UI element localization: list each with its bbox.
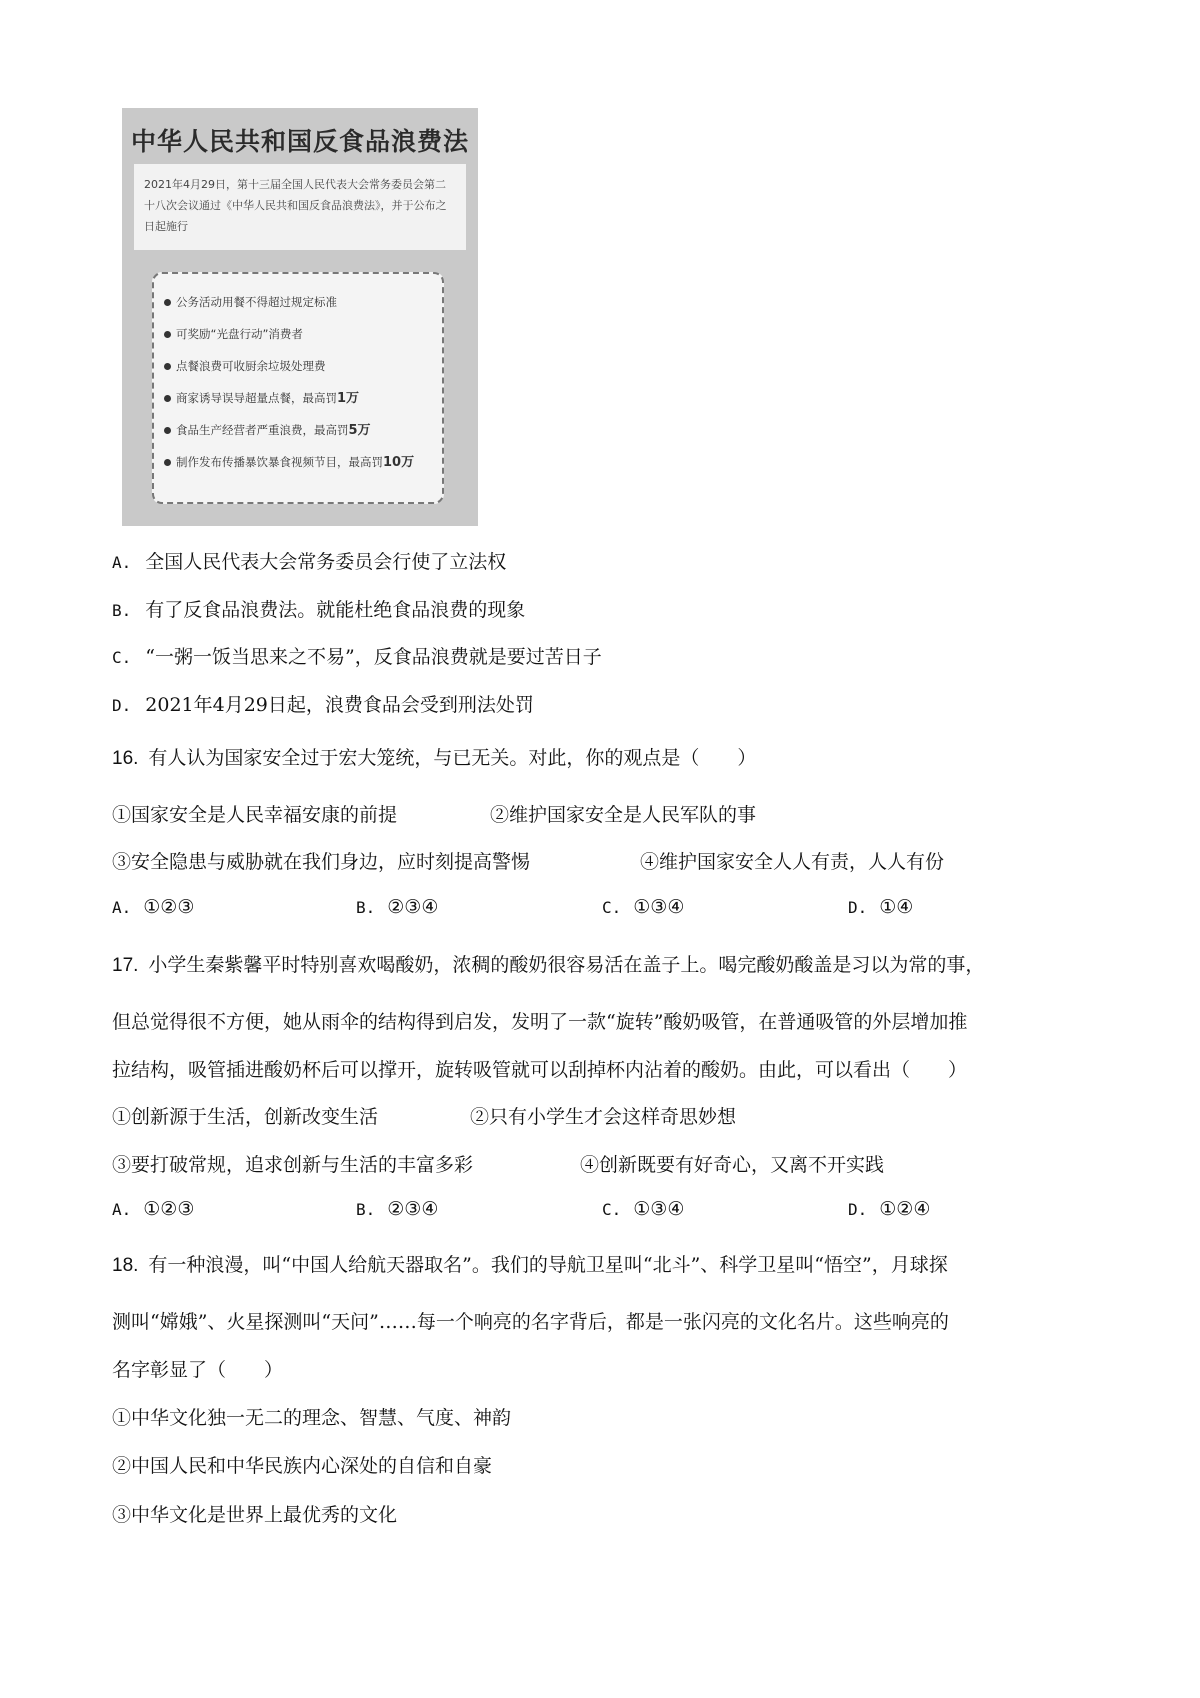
q16-item-3: ③安全隐患与威胁就在我们身边，应时刻提高警惕 [112, 851, 531, 873]
q17-item-2: ②只有小学生才会这样奇思妙想 [470, 1106, 737, 1128]
q17-stem-line: 但总觉得很不方便，她从雨伞的结构得到启发，发明了一款“旋转”酸奶吸管，在普通吸管的外层增加推 [112, 1011, 968, 1033]
poster-rule: 可奖励“光盘行动”消费者 [164, 318, 434, 350]
bullet-icon [164, 331, 171, 338]
q16-choice-d: D. ①④ [848, 896, 914, 918]
q17-choice-c: C. ①③④ [602, 1198, 685, 1220]
poster-intro: 2021年4月29日，第十三届全国人民代表大会常务委员会第二十八次会议通过《中华人民共和国反食品浪费法》，并于公布之日起施行 [134, 164, 466, 250]
poster-title: 中华人民共和国反食品浪费法 [130, 127, 469, 156]
poster-rule: 制作发布传播暴饮暴食视频节目，最高罚10万 [164, 446, 434, 478]
q18-item-2: ②中国人民和中华民族内心深处的自信和自豪 [112, 1455, 493, 1477]
q15-option-a: A. 全国人民代表大会常务委员会行使了立法权 [112, 551, 507, 573]
q16-item-2: ②维护国家安全是人民军队的事 [490, 804, 757, 826]
q18-item-3: ③中华文化是世界上最优秀的文化 [112, 1504, 398, 1526]
q16-choice-a: A. ①②③ [112, 896, 195, 918]
poster-rule: 点餐浪费可收厨余垃圾处理费 [164, 350, 434, 382]
q17-stem-line: 17. 小学生秦紫馨平时特别喜欢喝酸奶，浓稠的酸奶很容易活在盖子上。喝完酸奶酸盖是习以为常的事， [112, 954, 985, 976]
q16-item-4: ④维护国家安全人人有责，人人有份 [640, 851, 945, 873]
q17-stem-line: 拉结构，吸管插进酸奶杯后可以撑开，旋转吸管就可以刮掉杯内沾着的酸奶。由此，可以看出（ ） [112, 1059, 968, 1081]
poster-rule: 公务活动用餐不得超过规定标准 [164, 286, 434, 318]
q18-stem-line: 18. 有一种浪漫，叫“中国人给航天器取名”。我们的导航卫星叫“北斗”、科学卫星叫“悟空”，月球探 [112, 1254, 948, 1276]
poster-rule: 食品生产经营者严重浪费，最高罚5万 [164, 414, 434, 446]
q16-item-1: ①国家安全是人民幸福安康的前提 [112, 804, 398, 826]
q17-choice-a: A. ①②③ [112, 1198, 195, 1220]
anti-food-waste-law-poster [122, 108, 478, 526]
q17-choice-b: B. ②③④ [356, 1198, 439, 1220]
q18-item-1: ①中华文化独一无二的理念、智慧、气度、神韵 [112, 1407, 512, 1429]
bullet-icon [164, 459, 171, 466]
q17-item-4: ④创新既要有好奇心，又离不开实践 [580, 1154, 885, 1176]
q16-choice-c: C. ①③④ [602, 896, 685, 918]
poster-rules-list [152, 272, 444, 504]
q18-stem-line: 名字彰显了（ ） [112, 1359, 284, 1381]
q17-choice-d: D. ①②④ [848, 1198, 931, 1220]
q18-stem-line: 测叫“嫦娥”、火星探测叫“天问”……每一个响亮的名字背后，都是一张闪亮的文化名片。这些响亮的 [112, 1311, 949, 1333]
q16-stem: 16. 有人认为国家安全过于宏大笼统，与已无关。对此，你的观点是（ ） [112, 747, 757, 769]
q17-item-3: ③要打破常规，追求创新与生活的丰富多彩 [112, 1154, 474, 1176]
q15-option-c: C. “一粥一饭当思来之不易”，反食品浪费就是要过苦日子 [112, 646, 602, 668]
bullet-icon [164, 395, 171, 402]
bullet-icon [164, 363, 171, 370]
poster-rule: 商家诱导误导超量点餐，最高罚1万 [164, 382, 434, 414]
q15-option-b: B. 有了反食品浪费法。就能杜绝食品浪费的现象 [112, 599, 526, 621]
q17-item-1: ①创新源于生活，创新改变生活 [112, 1106, 379, 1128]
bullet-icon [164, 427, 171, 434]
bullet-icon [164, 299, 171, 306]
q15-option-d: D. 2021年4月29日起，浪费食品会受到刑法处罚 [112, 694, 534, 716]
q16-choice-b: B. ②③④ [356, 896, 439, 918]
